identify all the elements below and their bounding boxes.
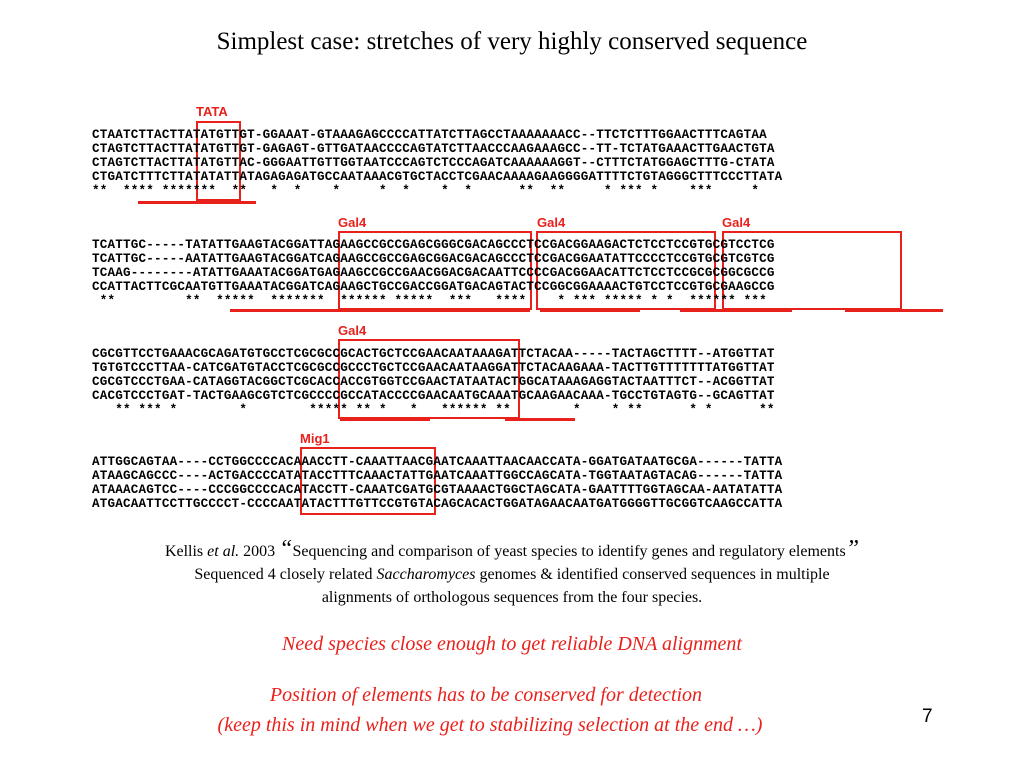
- citation-line-1: [0, 536, 1024, 563]
- gal4-label-3: Gal4: [722, 215, 751, 230]
- citation-year: 2003: [239, 543, 280, 560]
- sequence-line: ATAAGCAGCCC----ACTGACCCCATATACCTTTCAAACTATTGAATCAAATTGGCCAGCATA-TGGTAATAGTACAG------TATTA: [92, 469, 783, 483]
- slide-title: Simplest case: stretches of very highly conserved sequence: [216, 28, 808, 55]
- sequence-line: CTAGTCTTACTTATATGTTAC-GGGAATTGTTGGTAATCCCAGTCTCCCAGATCAAAAAAGGT--CTTTCTATGGAGCTTTG-CTATA: [92, 156, 775, 170]
- citation-genus: Saccharomyces: [376, 566, 476, 583]
- conserved-underline: [138, 201, 256, 204]
- mig1-label: Mig1: [300, 431, 330, 446]
- conservation-line: ** ** ***** ******* ****** ***** *** **** * *** ***** * * ****** ***: [92, 294, 767, 308]
- page-number: 7: [922, 706, 933, 727]
- sequence-line: CGCGTTCCTGAAACGCAGATGTGCCTCGCGCCGCACTGCTCCGAACAATAAAGATTCTACAA-----TACTAGCTTTT--ATGGTTAT: [92, 347, 775, 361]
- sequence-line: CGCGTCCCTGAA-CATAGGTACGGCTCGCACCACCGTGGTCCGAACTATAATACTGGCATAAAGAGGTACTAATTTCT--ACGGTTAT: [92, 375, 775, 389]
- sequence-line: TCAAG--------ATATTGAAATACGGATGAGAAGCCGCCGAACGGACGACAATTCCCCGACGGAACATTCTCCTCCGCGCGGCGCCG: [92, 266, 775, 280]
- gal4-label-1: Gal4: [338, 215, 367, 230]
- gal4-label-2: Gal4: [537, 215, 566, 230]
- sequence-line: ATGACAATTCCTTGCCCCT-CCCCAATATACTTTGTTCCGTGTACAGCACACTGGATAGAACAATGATGGGGTTGCGGTCAAGCCATTA: [92, 497, 783, 511]
- sequence-line: CTGATCTTTCTTATATATTATAGAGAGATGCCAATAAACGTGCTACCTCGAACAAAAGAAGGGGATTTTCTGTAGGGCTTTCCCTTATA: [92, 170, 783, 184]
- conservation-line: ** **** ******* ** * * * * * * * ** ** * *** * *** *: [92, 184, 760, 198]
- sequence-line: TCATTGC-----AATATTGAAGTACGGATCAGAAGCCGCCGAGCGGACGACAGCCCTCCGACGGAATATTCCCCTCCGTGCGTCGTCG: [92, 252, 775, 266]
- citation-etal: et al.: [207, 543, 240, 560]
- citation-line-2: [0, 563, 1024, 586]
- conserved-underline: [505, 418, 575, 421]
- note-alignment: Need species close enough to get reliable DNA alignment: [282, 633, 742, 655]
- sequence-line: TCATTGC-----TATATTGAAGTACGGATTAGAAGCCGCCGAGCGGGCGACAGCCCTCCGACGGAAGACTCTCCTCCGTGCGTCCTCG: [92, 238, 775, 252]
- alignment-block-2: [92, 238, 972, 308]
- citation: [0, 536, 1024, 609]
- conservation-line: ** *** * * ***** ** * * ****** ** * * ** * * **: [92, 403, 775, 417]
- citation-text: genomes & identified conserved sequences in multiple: [475, 566, 830, 583]
- close-quote: ”: [845, 536, 860, 562]
- sequence-line: CTAATCTTACTTATATGTTGT-GGAAAT-GTAAAGAGCCCCATTATCTTAGCCTAAAAAAACC--TTCTCTTTGGAACTTTCAGTAA: [92, 128, 767, 142]
- note-position-2: (keep this in mind when we get to stabilizing selection at the end …): [217, 714, 763, 736]
- note-position-1: Position of elements has to be conserved for detection: [269, 684, 703, 706]
- alignment-block-3: [92, 347, 972, 417]
- alignment-block-1: [92, 128, 972, 198]
- conserved-underline: [845, 309, 943, 312]
- alignment-block-4: [92, 455, 972, 511]
- sequence-line: ATAAACAGTCC----CCCGGCCCCACATACCTT-CAAATCGATGCGTAAAACTGGCTAGCATA-GAATTTTGGTAGCAA-AATATATTA: [92, 483, 783, 497]
- citation-paper-title: Sequencing and comparison of yeast species to identify genes and regulatory elements: [292, 543, 846, 560]
- tata-label: TATA: [196, 104, 228, 119]
- sequence-line: ATTGGCAGTAA----CCTGGCCCCACAAACCTT-CAAATTAACGAATCAAATTAACAACCATA-GGATGATAATGCGA------TATTA: [92, 455, 783, 469]
- sequence-line: CTAGTCTTACTTATATGTTGT-GAGAGT-GTTGATAACCCCAGTATCTTAACCCAAGAAAGCC--TT-TCTATGAAACTTGAACTGTA: [92, 142, 775, 156]
- conserved-underline: [340, 418, 430, 421]
- citation-line-3: alignments of orthologous sequences from the four species.: [321, 589, 703, 606]
- conserved-underline: [540, 309, 640, 312]
- citation-text: Sequenced 4 closely related: [194, 566, 377, 583]
- open-quote: “: [279, 536, 293, 562]
- gal4-label-4: Gal4: [338, 323, 367, 338]
- conserved-underline: [230, 309, 530, 312]
- sequence-line: CCATTACTTCGCAATGTTGAAATACGGATCAGAAGCTGCCGACCGGATGACAGTACTCCGGCGGAAAACTGTCCTCCGTGCGAAGCCG: [92, 280, 775, 294]
- citation-authors: Kellis: [164, 543, 208, 560]
- conserved-underline: [680, 309, 792, 312]
- sequence-line: TGTGTCCCTTAA-CATCGATGTACCTCGCGCCGCCCTGCTCCGAACAATAAGGATTCTACAAGAAA-TACTTGTTTTTTTATGGTTAT: [92, 361, 775, 375]
- sequence-line: CACGTCCCTGAT-TACTGAAGCGTCTCGCCCCGCCATACCCCGAACAATGCAAATGCAAGAACAAA-TGCCTGTAGTG--GCAGTTAT: [92, 389, 775, 403]
